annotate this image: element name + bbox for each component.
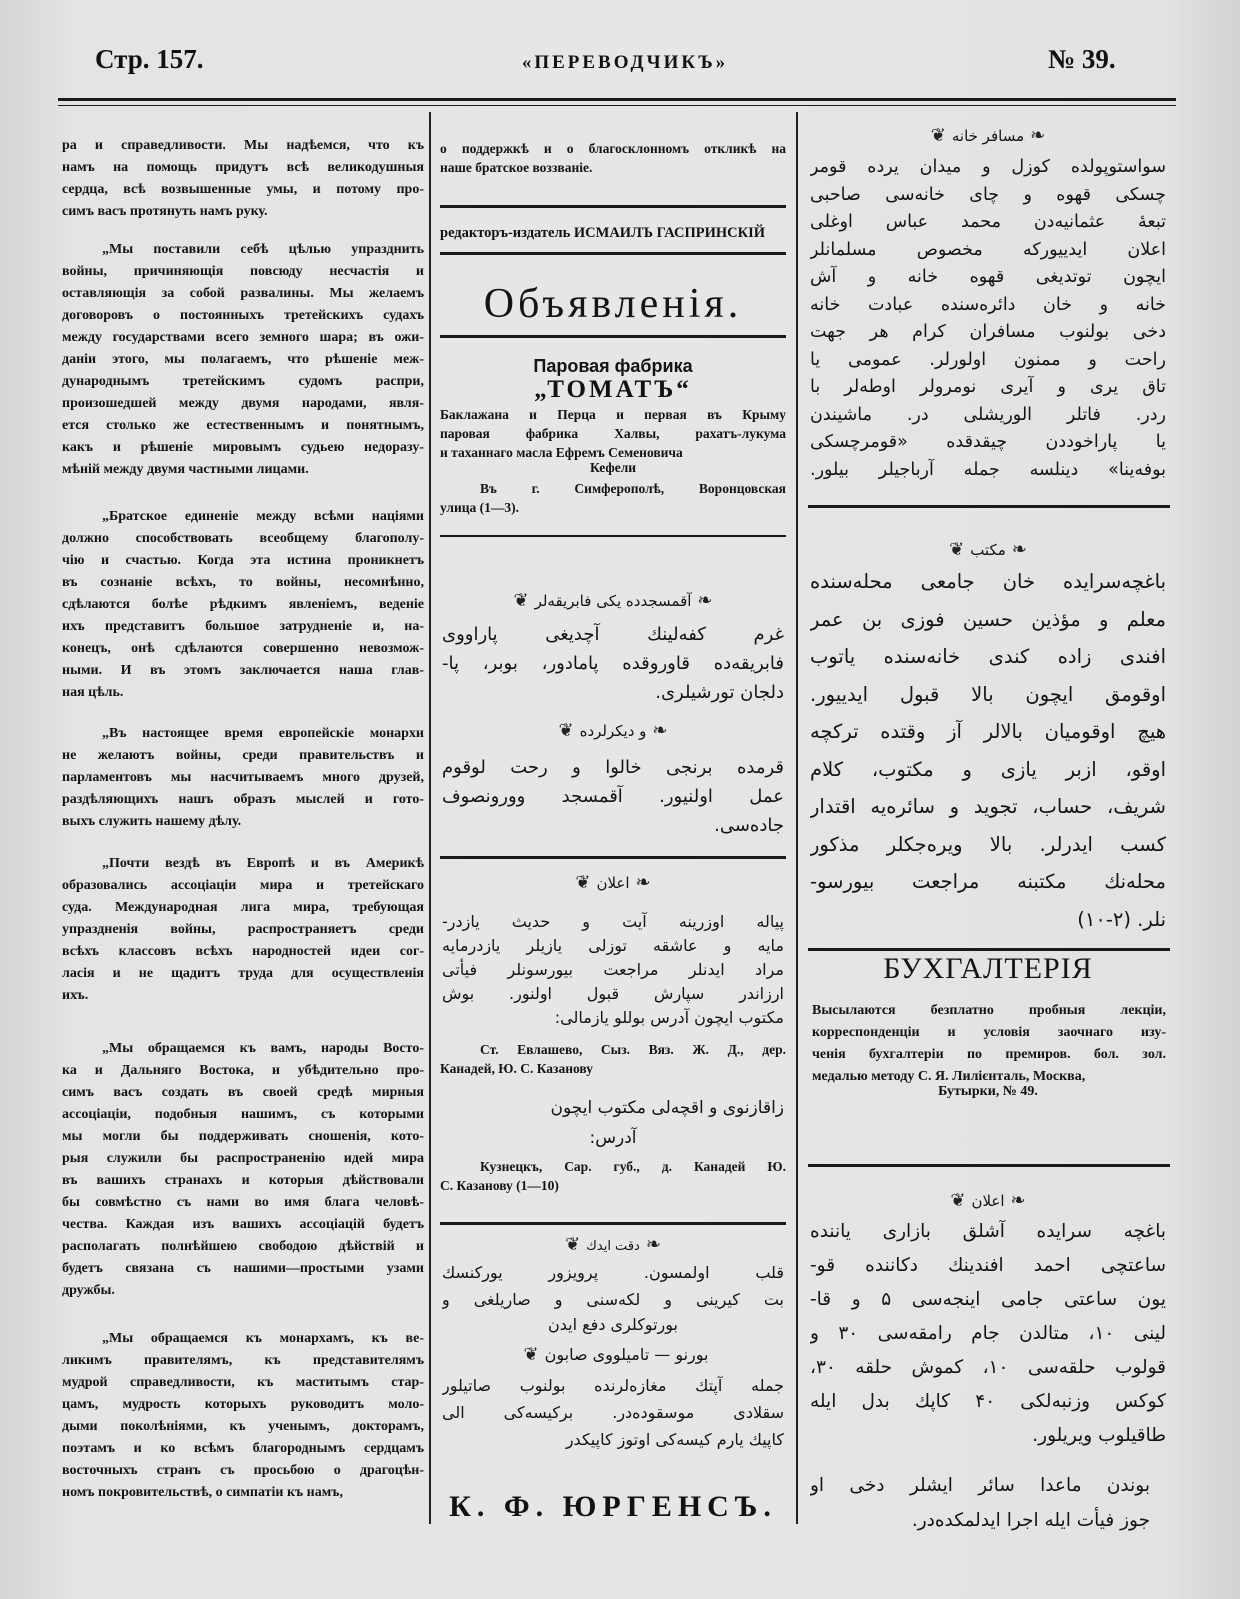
text-line: будетъ связана съ нашими—простыми узами [62,1261,424,1276]
column-divider [796,112,798,1524]
ad-address [440,479,786,517]
ad-body [810,154,1166,484]
text-line: جوز فیأت ایله اجرا ایدلمکده‌در. [911,1510,1150,1531]
ornament-icon: ❧ [1011,539,1027,560]
text-line: ка и Дальняго Востока, и убѣдительно про- [62,1063,424,1078]
text-line: جاده‌سی. [714,815,784,836]
ad-subheading-text: و دیکرلرده [579,722,647,740]
ad-heading-text: مکتب [970,541,1006,559]
text-line: ихъ представитъ большое затрудненіе и, на- [62,619,424,634]
ad-address [440,1040,786,1078]
ad-kicker: Паровая фабрика [533,356,693,376]
text-line: поэтамъ и ко всѣмъ благороднымъ сердцамъ [62,1441,424,1456]
text-line: ارزاندر سپارش قبول اولنور. بوش [442,984,784,1003]
text-line: „Мы поставили себѣ цѣлью упразднить [102,242,424,257]
ornament-icon: ❦ [950,1190,966,1211]
page-number: Стр. 157. [95,44,204,74]
section-rule [440,535,786,537]
text-line: کوکس وزنبه‌لکی ۴۰ کاپك بدل ایله [810,1391,1166,1412]
text-line: باغچه‌سرایده خان جامعی محله‌سنده [810,570,1166,593]
text-line: даніи этого, мы полагаемъ, что рѣшеніе меж- [62,352,424,367]
text-line: دلجان تورشیلری. [655,682,784,703]
text-line: Кузнецкъ, Сар. губ., д. Канадей Ю. [480,1159,786,1174]
text-line: и таханнаго масла Ефремъ Семеновича [440,445,683,460]
text-line: Въ г. Симферополѣ, Воронцовская [480,481,786,496]
ornament-icon: ❧ [1010,1190,1026,1211]
ad-body [442,753,784,840]
text-line: „Братское единеніе между всѣми націями [102,509,424,524]
text-line: ассоціаціи, подобныя нашимъ, съ которыми [62,1107,424,1122]
text-line: сдѣлаются болѣе рѣдкимъ явленіемъ, веденіе [62,597,424,612]
ad-subheading [440,720,786,741]
text-line: раздѣляющихъ нашъ образъ мыслей и гото- [62,792,424,807]
article-paragraph [62,1328,424,1504]
ad-heading-text: اعلان [596,874,630,892]
text-line: въ вашихъ странахъ и которыя дѣйствовали [62,1173,424,1188]
article-paragraph [62,1038,424,1302]
text-line: чію и счастью. Когда эта истина проникнетъ [62,553,424,568]
text-line: мы могли бы поддерживать сношенія, кото- [62,1129,424,1144]
section-rule [440,205,786,208]
section-rule [808,505,1170,508]
ornament-icon: ❧ [1030,125,1046,146]
article-paragraph [62,853,424,1007]
ad-address [440,1157,786,1195]
text-line: договоровъ о постоянныхъ третейскихъ судахъ [62,308,424,323]
text-line: قرمده برنجی خالوا و رحت لوقوم [442,757,784,778]
text-line: یون ساعتی جامی اینجه‌سی ۵ و قا- [810,1289,1166,1310]
text-line: ساعتچی احمد افندینك دکاننده قو- [810,1255,1166,1276]
text-line: ردر. فاتلر الوریشلی در. ماشیندن [810,404,1166,425]
text-line: دخی بولنوب مسافران کرام هر جهت [810,322,1166,342]
text-line: مکتوب ایچون آدرس بوللو یازمالی: [554,1008,784,1027]
column-divider [429,112,431,1524]
ad-heading-text: اعلان [971,1192,1005,1210]
text-line: ется столько же естественнымъ и понятнымъ, [62,418,424,433]
section-rule [440,856,786,859]
text-line: کسب ایدرلر. بالا ویره‌جکلر مذکور [810,832,1166,856]
section-rule [440,252,786,255]
text-line: „Въ настоящее время европейскіе монархи [102,726,424,741]
ad-body [810,1468,1150,1538]
text-line: مایه و عاشقه توزلی یازیلر یازدرمایه [442,936,784,955]
text-line: تاق یری و آیری نومرولر اوطه‌لر با [810,377,1166,397]
text-line: С. Казанову (1—10) [440,1178,559,1193]
text-line: какъ и рѣшеніе мировымъ судьею недоразу- [62,440,424,455]
ad-heading [808,539,1168,560]
text-line: восточныхъ странъ съ просьбою о драгоцѣн- [62,1463,424,1478]
ad-body [442,620,784,707]
ad-address-label: آدرس: [589,1128,637,1148]
text-line: ایچون توتدیغی قهوه خانه و آش [810,267,1166,287]
text-line: چسکی قهوه و چای خانه‌سی صاحبی [810,184,1166,205]
ad-heading [808,125,1168,146]
text-line: мудрой справедливости, къ маститымъ стар- [62,1375,424,1390]
text-line: بوندن ماعدا سائر ایشلر دخی او [810,1475,1150,1496]
text-line: упраздненія войны, распространяетъ среди [62,922,424,937]
text-line: въ сознаніе всѣхъ, то войны, несомнѣнно, [62,575,424,590]
text-line: чества. Каждая изъ вашихъ ассоціацій будетъ [62,1217,424,1232]
text-line: войны, причиняющія повсюду несчастія и [62,264,424,279]
ad-heading [440,872,786,893]
ad-brand-name: „ТОМАТЪ“ [534,376,692,403]
ad-body [812,1000,1166,1088]
text-line: корреспонденціи и условія заочнаго изу- [812,1025,1166,1040]
text-line: дународнымъ третейскимъ судомъ распри, [62,374,424,389]
text-line: شریف، حساب، تجوید و سائره‌یه اقتدار [810,795,1166,818]
text-line: اوقو، ازبر یازی و مکتوب، کلام [810,757,1166,781]
article-paragraph [62,239,424,481]
text-line: بت کیرینی و لکه‌سنی و صاریلغی و [442,1290,784,1309]
text-line: افندی زاده کندی خانه‌سنده یاتوب [810,645,1166,668]
ornament-icon: ❦ [930,125,946,146]
section-rule [808,1164,1170,1167]
text-line: рыя служили бы распространенію идей мира [62,1151,424,1166]
editor-publisher: редакторъ-издатель ИСМАИЛЪ ГАСПРИНСКІЙ [440,225,766,241]
text-line: باغچه سرایده آشلق بازاری یاننده [810,1221,1166,1242]
text-line: Ст. Евлашево, Сыз. Вяз. Ж. Д., дер. [480,1042,786,1057]
text-line: между государствами всего земного шара; въ ожи- [62,330,424,345]
ad-subheading-text: بورنو — تامیلووی صابون [544,1345,709,1364]
ad-body-center: بورتوکلری دفع ایدن [548,1315,678,1334]
masthead-rule-thick [58,98,1176,101]
text-line: Баклажана и Перца и первая въ Крыму [440,407,786,422]
ornament-icon: ❧ [635,872,651,893]
text-line: طاقیلوب ویریلور. [1032,1425,1166,1446]
text-line: اعلان ایدییورکه مخصوص مسلمانلر [810,239,1166,260]
ad-body [442,1259,784,1313]
text-line: должно способствовать всеобщему благополу- [62,531,424,546]
text-line: اوقومق ایچون بالا قبول ایدییور. [810,682,1166,706]
text-line: جمله آپتك مغازه‌لرنده بولنوب صاتیلور [442,1376,784,1395]
ornament-icon: ❦ [513,590,529,611]
text-line: ченія бухгалтеріи по премиров. бол. зол. [812,1047,1166,1062]
text-line: بوفه‌ینا» دینلسه جمله آرباجیلر بیلور. [810,459,1166,480]
text-line: خانه و خان دائره‌سنده عبادت خانه [810,294,1166,315]
text-line: образовались ассоціаціи мира и третейскаго [62,878,424,893]
ad-body [810,563,1166,938]
text-line: لینی ۱۰، متالدن جام رامقه‌سی ۳۰ و [810,1323,1166,1344]
ad-title: БУХГАЛТЕРІЯ [883,952,1093,985]
ornament-icon: ❦ [558,720,574,741]
ornament-icon: ❧ [652,720,668,741]
text-line: فابریقه‌ده قاوروقده پامادور، بوبر، پا- [442,653,784,674]
text-line: محله‌نك مکتبنه مراجعت بیورسو- [810,870,1166,893]
text-line: تبعهٔ عثمانیه‌دن محمد عباس اوغلی [810,212,1166,232]
text-line: выхъ служить нашему дѣлу. [62,814,242,829]
text-line: ными. И въ этомъ заключается наша глав- [62,663,424,678]
ornament-icon: ❧ [645,1234,661,1255]
text-line: مراد ایدنلر مراجعت بیورسونلر فیأتی [442,960,784,979]
text-line: не желаютъ войны, среди правительствъ и [62,748,424,763]
text-line: мѣній между двумя частными лицами. [62,462,309,477]
text-line: дыми поколѣніями, къ ученымъ, докторамъ, [62,1419,424,1434]
masthead-rule-thin [58,105,1176,106]
article-paragraph [62,506,424,704]
text-line: медалью методу С. Я. Лилієнталь, Москва, [812,1069,1086,1084]
text-line: сердца, всѣ возвышенные умы, и потому про- [62,182,424,197]
ad-body [442,1372,784,1453]
text-line: о поддержкѣ и о благосклонномъ откликѣ на [440,141,786,156]
text-line: симъ васъ создать въ своей средѣ мирныя [62,1085,424,1100]
text-line: оставляющія за собой развалины. Мы желаемъ [62,286,424,301]
ad-body [440,405,786,462]
issue-number: № 39. [1048,44,1116,74]
ad-address: Бутырки, № 49. [938,1084,1038,1099]
ornament-icon: ❦ [949,539,965,560]
text-line: намъ на помощь придутъ всѣ великодушныя [62,160,424,175]
text-line: پیاله اوزرینه آیت و حدیث یازدر- [442,912,784,931]
text-line: всѣхъ классовъ всѣхъ народностей идеи сог- [62,944,424,959]
text-line: располагать полнѣйшею свободою дѣйствій и [62,1239,424,1254]
text-line: سقلادی موسقوده‌در. برکیسه‌کی الی [442,1403,784,1422]
text-line: „Почти вездѣ въ Европѣ и въ Америкѣ [102,856,424,871]
text-line: نلر. (۲-۱۰) [1077,907,1166,931]
text-line: ласія и не щадитъ труда для осуществленія [62,966,424,981]
text-line: ликимъ правителямъ, къ представителямъ [62,1353,424,1368]
ad-body [442,1094,784,1122]
article-paragraph [62,723,424,833]
section-rule [440,335,786,338]
ad-heading [440,590,786,611]
text-line: „Мы обращаемся къ вамъ, народы Восто- [102,1041,424,1056]
text-line: قولوب حلقه‌سی ۱۰، کموش حلقه ۳۰، [810,1357,1166,1378]
text-line: суда. Международная лига мира, требующая [62,900,424,915]
text-line: парламентовъ мы насчитываемъ много друзей, [62,770,424,785]
text-line: Канадей, Ю. С. Казанову [440,1061,593,1076]
ad-heading [440,1234,786,1255]
text-line: наше братское воззваніе. [440,160,593,175]
text-line: عمل اولنیور. آقمسجد وورونصوف [442,786,784,807]
text-line: هیچ اوقومیان بالالر آز وقتده ترکچه [810,720,1166,743]
ad-heading-text: آقمسجدده یکی فابریقه‌لر [534,592,692,610]
article-paragraph [62,135,424,223]
text-line: номъ покровительствѣ, о симпатіи къ намъ, [62,1485,343,1500]
text-line: معلم و مؤذین حسین فوزی بن عمر [810,607,1166,631]
text-line: улица (1—3). [440,500,520,515]
text-line: симъ васъ протянуть намъ руку. [62,204,268,219]
ad-body [442,910,784,1030]
ornament-icon: ❦ [565,1234,581,1255]
text-line: „Мы обращаемся къ монархамъ, къ ве- [102,1331,424,1346]
text-line: سواستوپولده کوزل و میدان یرده قومر [810,157,1166,177]
ad-heading [808,1190,1168,1211]
ornament-icon: ❦ [523,1344,539,1365]
text-line: یا پاراخوددن چیقدقده «قومرچسکی [810,432,1166,452]
text-line: زاقازنوی و اقچه‌لی مکتوب ایچون [550,1098,784,1118]
ad-signature: К. Ф. ЮРГЕНСЪ. [449,1490,777,1523]
text-line: цамъ, мудрость которыхъ руководитъ моло- [62,1397,424,1412]
newspaper-title: «ПЕРЕВОДЧИКЪ» [521,52,729,73]
text-line: произошедшей между двумя народами, явля- [62,396,424,411]
ad-owner: Кефели [589,460,637,475]
text-line: бы совмѣстно съ нами во имя блага человѣ- [62,1195,424,1210]
ad-heading-text: دقت ایدك [586,1239,640,1254]
ad-subheading [440,1344,786,1365]
text-line: дружбы. [62,1283,115,1298]
ad-body [810,1215,1166,1453]
text-line: ра и справедливости. Мы надѣемся, что къ [62,138,424,153]
article-continuation [440,139,786,177]
text-line: ная цѣль. [62,685,124,700]
text-line: паровая фабрика Халвы, рахатъ-лукума [440,426,786,441]
ornament-icon: ❦ [575,872,591,893]
text-line: конецъ, онѣ сдѣлаются совершенно невозмож- [62,641,424,656]
ornament-icon: ❧ [697,590,713,611]
text-line: راحت و ممنون اولورلر. عمومی یا [810,349,1166,370]
text-line: ихъ. [62,988,89,1003]
ads-section-title: Объявленія. [483,281,743,327]
ad-heading-text: مسافر خانه [951,127,1025,145]
section-rule [440,1222,786,1225]
text-line: غرم کفه‌لینك آچدیغی پاراووی [442,624,784,645]
section-rule [808,948,1170,951]
text-line: Высылаются безплатно пробныя лекціи, [812,1003,1166,1018]
text-line: قلب اولمسون. پرویزور یورکنسك [442,1263,784,1282]
text-line: کاپیك یارم کیسه‌کی اوتوز کاپیکدر [565,1430,784,1449]
